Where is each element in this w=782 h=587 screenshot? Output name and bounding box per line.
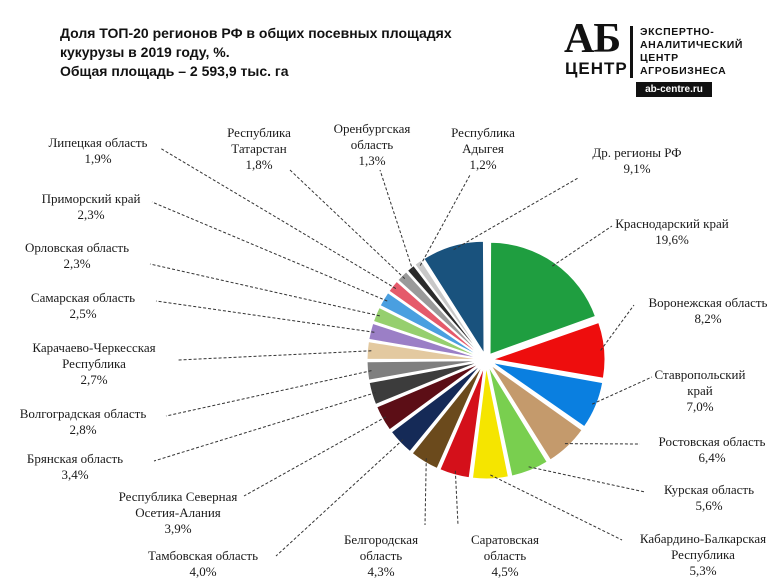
slice-value-4: 6,4% bbox=[698, 450, 726, 465]
slice-value-12: 2,8% bbox=[69, 422, 97, 437]
leader-line-1 bbox=[552, 226, 612, 266]
slice-value-10: 3,9% bbox=[164, 521, 192, 536]
slice-value-3: 7,0% bbox=[686, 399, 714, 414]
slice-value-2: 8,2% bbox=[694, 311, 722, 326]
leader-line-10 bbox=[244, 417, 386, 496]
title-line-1: Доля ТОП-20 регионов РФ в общих посевных площадях bbox=[60, 25, 452, 41]
slice-label-21: Др. регионы РФ 9,1% bbox=[592, 145, 682, 176]
slice-label-14: Самарская область 2,5% bbox=[30, 290, 136, 321]
slice-label-19: Оренбургская область 1,3% bbox=[333, 121, 411, 168]
slice-label-16: Приморский край 2,3% bbox=[41, 191, 141, 222]
slice-value-14: 2,5% bbox=[69, 306, 97, 321]
slice-value-11: 3,4% bbox=[61, 467, 89, 482]
logo-url: ab-centre.ru bbox=[636, 82, 712, 97]
slice-label-6: Кабардино-Балкарская Республика 5,3% bbox=[639, 531, 767, 578]
leader-line-15 bbox=[150, 264, 380, 316]
slice-label-10: Республика Северная Осетия-Алания 3,9% bbox=[118, 489, 238, 536]
slice-value-8: 4,3% bbox=[367, 564, 395, 579]
slice-value-9: 4,0% bbox=[189, 564, 217, 579]
slice-label-18: Республика Татарстан 1,8% bbox=[227, 125, 291, 172]
slice-label-5: Курская область 5,6% bbox=[663, 482, 755, 513]
slice-value-15: 2,3% bbox=[63, 256, 91, 271]
leader-line-5 bbox=[529, 467, 645, 492]
slice-value-7: 4,5% bbox=[491, 564, 519, 579]
slice-label-13: Карачаево-Черкесская Республика 2,7% bbox=[32, 340, 156, 387]
slice-value-20: 1,2% bbox=[469, 157, 497, 172]
slice-value-17: 1,9% bbox=[84, 151, 112, 166]
logo-caption-line-1: ЭКСПЕРТНО- bbox=[640, 26, 715, 38]
slice-label-15: Орловская область 2,3% bbox=[24, 240, 130, 271]
slice-value-6: 5,3% bbox=[689, 563, 717, 578]
slice-label-7: Саратовская область 4,5% bbox=[470, 532, 540, 579]
slice-label-4: Ростовская область 6,4% bbox=[658, 434, 766, 465]
leader-line-11 bbox=[154, 393, 376, 461]
slice-value-21: 9,1% bbox=[623, 161, 651, 176]
slice-value-19: 1,3% bbox=[358, 153, 386, 168]
logo-caption-line-3: ЦЕНТР bbox=[640, 52, 679, 64]
logo-mark-ab: АБ bbox=[564, 16, 621, 62]
slice-value-5: 5,6% bbox=[695, 498, 723, 513]
logo-caption-line-2: АНАЛИТИЧЕСКИЙ bbox=[640, 39, 744, 51]
leader-line-16 bbox=[152, 202, 387, 301]
leader-line-19 bbox=[380, 170, 413, 271]
title-line-3: Общая площадь – 2 593,9 тыс. га bbox=[60, 63, 289, 79]
slice-value-13: 2,7% bbox=[80, 372, 108, 387]
title-line-2: кукурузы в 2019 году, %. bbox=[60, 44, 230, 60]
leader-line-8 bbox=[425, 458, 426, 525]
leader-line-7 bbox=[455, 471, 458, 525]
slice-value-1: 19,6% bbox=[655, 232, 689, 247]
slice-label-8: Белгородская область 4,3% bbox=[343, 532, 419, 579]
slice-label-20: Республика Адыгея 1,2% bbox=[451, 125, 515, 172]
leader-line-18 bbox=[290, 170, 405, 279]
leader-line-13 bbox=[178, 351, 371, 360]
slice-label-2: Воронежская область 8,2% bbox=[648, 295, 768, 326]
slice-label-9: Тамбовская область 4,0% bbox=[147, 548, 259, 579]
slice-label-1: Краснодарский край 19,6% bbox=[615, 216, 729, 247]
leader-line-17 bbox=[160, 148, 396, 289]
slice-label-3: Ставропольский край 7,0% bbox=[654, 367, 746, 414]
slice-label-17: Липецкая область 1,9% bbox=[48, 135, 148, 166]
slice-label-12: Волгоградская область 2,8% bbox=[19, 406, 147, 437]
leader-line-14 bbox=[156, 301, 374, 332]
leader-line-12 bbox=[166, 371, 371, 416]
leader-line-6 bbox=[490, 475, 622, 540]
logo-caption-line-4: АГРОБИЗНЕСА bbox=[640, 65, 727, 77]
logo-mark-centr: ЦЕНТР bbox=[565, 59, 628, 78]
slice-value-18: 1,8% bbox=[245, 157, 273, 172]
leader-line-2 bbox=[601, 305, 634, 350]
leader-line-21 bbox=[454, 178, 578, 250]
slice-label-11: Брянская область 3,4% bbox=[26, 451, 124, 482]
slice-value-16: 2,3% bbox=[77, 207, 105, 222]
